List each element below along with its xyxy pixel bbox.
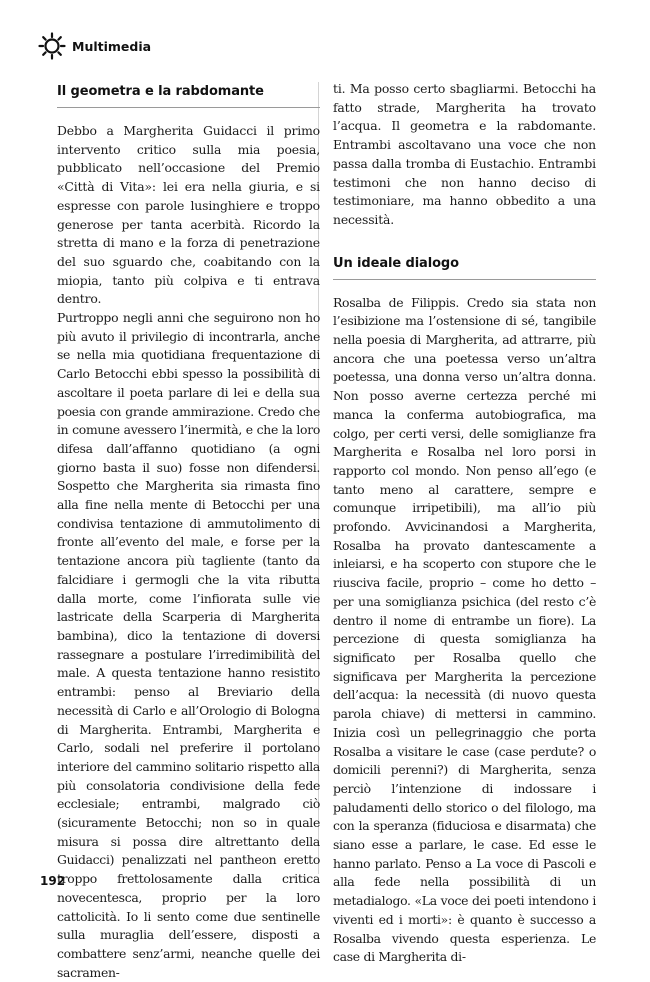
section-title-dialogo: Un ideale dialogo <box>333 252 596 280</box>
paragraph-continued: ti. Ma posso certo sbagliarmi. Betocchi ha fatto strade, Margherita ha trovato l’acqua. Il geometra e la rabdomante. Entrambi ascoltavano una voce che non passa dalla tromba di Eustachio. Entrambi testimoni che non hanno deciso di testimoniare, ma hanno obbedito a una necessità. <box>333 81 596 227</box>
paragraph-betocchi: Purtroppo negli anni che seguirono non ho più avuto il privilegio di incontrarla, anche se nella mia quotidiana frequentazione di Carlo Betocchi ebbi spesso la possibilità di ascoltare il poeta parlare di lei e della sua poesia con grande ammirazione. Credo che in comune avessero l’inermità, e che la loro difesa dall’affanno quotidiano (a ogni giorno basta il suo) fosse non difendersi. Sospetto che Margherita sia rimasta fino alla fine nella mente di Betocchi per una condivisa tentazione di ammutolimento di fronte all’evento del male, e forse per la tentazione ancora più tagliente (tanto da falcidiare i germogli che la vita ributta dalla morte, come l’infiorata sulle vie lastricate della Scarperia di Margherita bambina), dico la tentazione di doversi rassegnare a postulare l’irredimibilità del male. A questa tentazione hanno resistito entrambi: penso al Breviario della necessità di Carlo e all’Orologio di Bologna di Margherita. Entrambi, Margherita e Carlo, sodali nel preferire il portolano interiore del cammino solitario rispetto alla più consolatoria condivisione della fede ecclesiale; entrambi, malgrado ciò (sicuramente Betocchi; non so in quale misura si possa dire altrettanto della Guidacci) penalizzati nel pantheon eretto troppo frettolosamente dalla critica novecentesca, proprio per la loro cattolicità. Io li sento come due sentinelle sulla muraglia dell’essere, disposti a combattere senz’armi, neanche quelle dei sacramen- <box>57 310 320 980</box>
paragraph-rosalba: Rosalba de Filippis. Credo sia stata non l’esibizione ma l’ostensione di sé, tangibile nella poesia di Margherita, ad attrarre, più ancora che una poetessa verso un’altra poetessa, una donna verso un’altra donna. Non posso averne certezza perché mi manca la conferma autobiografica, ma colgo, per certi versi, delle somiglianze fra Margherita e Rosalba nel loro porsi in rapporto col mondo. Non penso all’ego (e tanto meno al carattere, sempre e comunque irripetibili), ma all’io più profondo. Avvicinandosi a Margherita, Rosalba ha provato dantescamente a inleiarsi, e ha scoperto con stupore che le riusciva facile, proprio – come ho detto – per una somiglianza psichica (del resto c’è dentro il nome di entrambe un fiore). La percezione di questa somiglianza ha significato per Rosalba quello che significava per Margherita la percezione dell’acqua: la necessità (di nuovo questa parola chiave) di mettersi in cammino. Inizia così un pellegrinaggio che porta Rosalba a visitare le case (case perdute? o domicili perenni?) di Margherita, senza perciò l’intenzione di indossare i paludamenti dello storico o del filologo, ma con la speranza (fiduciosa e disarmata) che siano esse a parlare, le case. Ed esse le hanno parlato. Penso a La voce di Pascoli e alla fede nella possibilità di un metadialogo. «La voce dei poeti intendono i viventi ed i morti»: è quanto è successo a Rosalba vivendo questa esperienza. Le case di Margherita di- <box>333 294 596 965</box>
section-title-geometra: Il geometra e la rabdomante <box>57 80 320 108</box>
page-number: 192 <box>40 874 66 888</box>
paragraph-guidacci-intro: Debbo a Margherita Guidacci il primo intervento critico sulla mia poesia, pubblicato nell’occasione del Premio «Città di Vita»: lei era nella giuria, e si espresse con parole lusinghiere e troppo generose per tanta acerbità. Ricordo la stretta di mano e la forza di penetrazione del suo sguardo che, coabitando con la miopia, tanto più colpiva e ti entrava dentro. <box>57 123 320 307</box>
sun-icon <box>38 32 66 60</box>
section-header <box>38 32 151 60</box>
right-column <box>333 80 596 967</box>
section-label: Multimedia <box>72 38 152 54</box>
left-column <box>57 80 320 982</box>
